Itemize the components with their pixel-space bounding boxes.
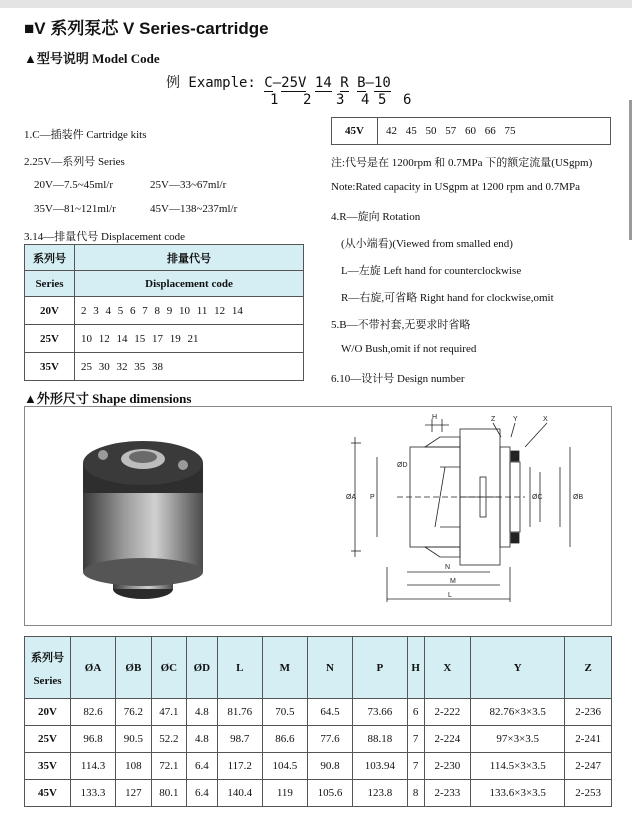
note-rated-cn: 注:代号是在 1200rpm 和 0.7MPa 下的额定流量(USgpm) <box>331 157 593 169</box>
dimensions-table <box>24 636 612 807</box>
dim-label-z: Z <box>491 416 496 423</box>
code-part: R <box>340 75 349 91</box>
page-title: ■V 系列泵芯 V Series-cartridge <box>24 19 269 38</box>
table-cell: 2-247 <box>565 753 612 780</box>
table-cell: 104.5 <box>262 753 307 780</box>
header-cell: ØA <box>71 637 116 699</box>
top-bar <box>0 0 632 8</box>
header-series-cn: 系列号 <box>25 245 75 271</box>
dim-label-oc: ØC <box>532 494 543 501</box>
example-prefix: 例 Example: <box>166 75 256 91</box>
cartridge-section-drawing <box>351 419 570 602</box>
table-cell: 2-230 <box>424 753 471 780</box>
note-bush-en: W/O Bush,omit if not required <box>341 343 477 355</box>
header-code-en: Displacement code <box>75 271 304 297</box>
table-cell: 2-241 <box>565 726 612 753</box>
code-part: — <box>365 75 374 91</box>
table-cell: 4.8 <box>187 699 218 726</box>
note-design: 6.10—设计号 Design number <box>331 373 465 385</box>
header-series-en: Series <box>25 271 75 297</box>
series-range: 45V—138~237ml/r <box>150 203 238 215</box>
cartridge-photo <box>83 441 203 599</box>
table-cell: 25V <box>25 726 71 753</box>
shape-heading: ▲外形尺寸 Shape dimensions <box>24 391 192 406</box>
table-row <box>25 353 304 381</box>
series-cell: 35V <box>25 353 75 381</box>
table-cell: 114.5×3×3.5 <box>471 753 565 780</box>
table-cell: 108 <box>116 753 151 780</box>
series-cell: 45V <box>332 118 378 145</box>
table-row <box>25 780 612 807</box>
header-cell: ØB <box>116 637 151 699</box>
dim-label-od: ØD <box>397 462 408 469</box>
table-cell: 64.5 <box>307 699 352 726</box>
series-range: 25V—33~67ml/r <box>150 179 227 191</box>
note-bush-cn: 5.B—不带衬套,无要求时省略 <box>331 319 471 331</box>
table-cell: 72.1 <box>151 753 186 780</box>
table-cell: 114.3 <box>71 753 116 780</box>
table-cell: 2-224 <box>424 726 471 753</box>
note-rotation-view: (从小端看)(Viewed from smalled end) <box>341 238 513 250</box>
table-cell: 4.8 <box>187 726 218 753</box>
header-cell: X <box>424 637 471 699</box>
note-rotation-right: R—右旋,可省略 Right hand for clockwise,omit <box>341 292 554 304</box>
table-cell: 98.7 <box>217 726 262 753</box>
note-rotation-left: L—左旋 Left hand for counterclockwise <box>341 265 522 277</box>
values-cell: 10 12 14 15 17 19 21 <box>75 325 304 353</box>
table-cell: 47.1 <box>151 699 186 726</box>
table-cell: 77.6 <box>307 726 352 753</box>
table-row <box>25 726 612 753</box>
header-code-cn: 排量代号 <box>75 245 304 271</box>
table-cell: 7 <box>407 753 424 780</box>
header-series-cn: 系列号 <box>31 651 64 664</box>
table-cell: 105.6 <box>307 780 352 807</box>
header-series-en: Series <box>33 674 62 687</box>
note-rotation: 4.R—旋向 Rotation <box>331 211 421 223</box>
header-series <box>25 637 71 699</box>
model-code-example <box>166 72 391 92</box>
header-cell: Y <box>471 637 565 699</box>
header-cell: P <box>353 637 408 699</box>
table-cell: 90.8 <box>307 753 352 780</box>
table-cell: 86.6 <box>262 726 307 753</box>
note-displacement: 3.14—排量代号 Displacement code <box>24 231 185 243</box>
shape-drawing-panel <box>24 406 612 626</box>
header-cell: N <box>307 637 352 699</box>
table-cell: 6 <box>407 699 424 726</box>
table-cell: 133.3 <box>71 780 116 807</box>
table-cell: 2-222 <box>424 699 471 726</box>
header-cell: H <box>407 637 424 699</box>
series-range: 20V—7.5~45ml/r <box>34 179 113 191</box>
header-cell: L <box>217 637 262 699</box>
dim-label-y: Y <box>513 416 518 423</box>
header-cell: ØC <box>151 637 186 699</box>
table-cell: 81.76 <box>217 699 262 726</box>
table-cell: 8 <box>407 780 424 807</box>
table-cell: 103.94 <box>353 753 408 780</box>
note-series: 2.25V—系列号 Series <box>24 156 125 168</box>
table-cell: 20V <box>25 699 71 726</box>
model-code-heading: ▲型号说明 Model Code <box>24 51 160 66</box>
code-part: C <box>264 75 273 91</box>
dim-label-n: N <box>445 564 451 571</box>
code-number: 3 <box>336 92 345 108</box>
code-part: 14 <box>314 75 332 91</box>
table-row <box>25 753 612 780</box>
table-cell: 119 <box>262 780 307 807</box>
code-part: B <box>357 75 366 91</box>
table-cell: 45V <box>25 780 71 807</box>
table-cell: 90.5 <box>116 726 151 753</box>
table-cell: 73.66 <box>353 699 408 726</box>
table-row <box>25 699 612 726</box>
values-cell: 42 45 50 57 60 66 75 <box>378 118 611 145</box>
displacement-table-45v <box>331 117 611 145</box>
table-cell: 133.6×3×3.5 <box>471 780 565 807</box>
table-cell: 2-233 <box>424 780 471 807</box>
series-cell: 20V <box>25 297 75 325</box>
table-cell: 35V <box>25 753 71 780</box>
table-cell: 97×3×3.5 <box>471 726 565 753</box>
note-cartridge: 1.C—插装件 Cartridge kits <box>24 129 147 141</box>
code-number: 5 <box>378 92 387 108</box>
table-cell: 52.2 <box>151 726 186 753</box>
table-cell: 127 <box>116 780 151 807</box>
dim-label-h: H <box>432 414 438 421</box>
values-cell: 2 3 4 5 6 7 8 9 10 11 12 14 <box>75 297 304 325</box>
cartridge-illustration <box>25 407 611 625</box>
table-cell: 2-236 <box>565 699 612 726</box>
note-rated-en: Note:Rated capacity in USgpm at 1200 rpm and 0.7MPa <box>331 181 580 193</box>
table-row <box>25 325 304 353</box>
series-cell: 25V <box>25 325 75 353</box>
table-cell: 123.8 <box>353 780 408 807</box>
code-number: 1 <box>270 92 279 108</box>
dim-label-x: X <box>543 416 548 423</box>
table-cell: 140.4 <box>217 780 262 807</box>
table-cell: 96.8 <box>71 726 116 753</box>
dim-label-m: M <box>450 578 456 585</box>
series-range: 35V—81~121ml/r <box>34 203 116 215</box>
table-cell: 117.2 <box>217 753 262 780</box>
header-cell: ØD <box>187 637 218 699</box>
table-row <box>332 118 611 145</box>
table-cell: 70.5 <box>262 699 307 726</box>
table-cell: 82.6 <box>71 699 116 726</box>
code-part: — <box>272 75 282 91</box>
dim-label-l: L <box>448 592 452 599</box>
code-part: 25V <box>281 75 307 91</box>
table-cell: 6.4 <box>187 780 218 807</box>
table-cell: 76.2 <box>116 699 151 726</box>
table-cell: 88.18 <box>353 726 408 753</box>
table-cell: 2-253 <box>565 780 612 807</box>
code-number: 2 <box>303 92 312 108</box>
header-cell: M <box>262 637 307 699</box>
table-cell: 82.76×3×3.5 <box>471 699 565 726</box>
header-cell: Z <box>565 637 612 699</box>
dim-label-oa: ØA <box>346 494 357 501</box>
table-cell: 6.4 <box>187 753 218 780</box>
dim-label-p: P <box>370 494 375 501</box>
code-number: 6 <box>403 92 412 108</box>
displacement-table <box>24 244 304 381</box>
dim-label-ob: ØB <box>573 494 584 501</box>
table-row <box>25 297 304 325</box>
table-cell: 80.1 <box>151 780 186 807</box>
code-number: 4 <box>361 92 370 108</box>
code-part: 10 <box>373 75 391 91</box>
table-cell: 7 <box>407 726 424 753</box>
values-cell: 25 30 32 35 38 <box>75 353 304 381</box>
